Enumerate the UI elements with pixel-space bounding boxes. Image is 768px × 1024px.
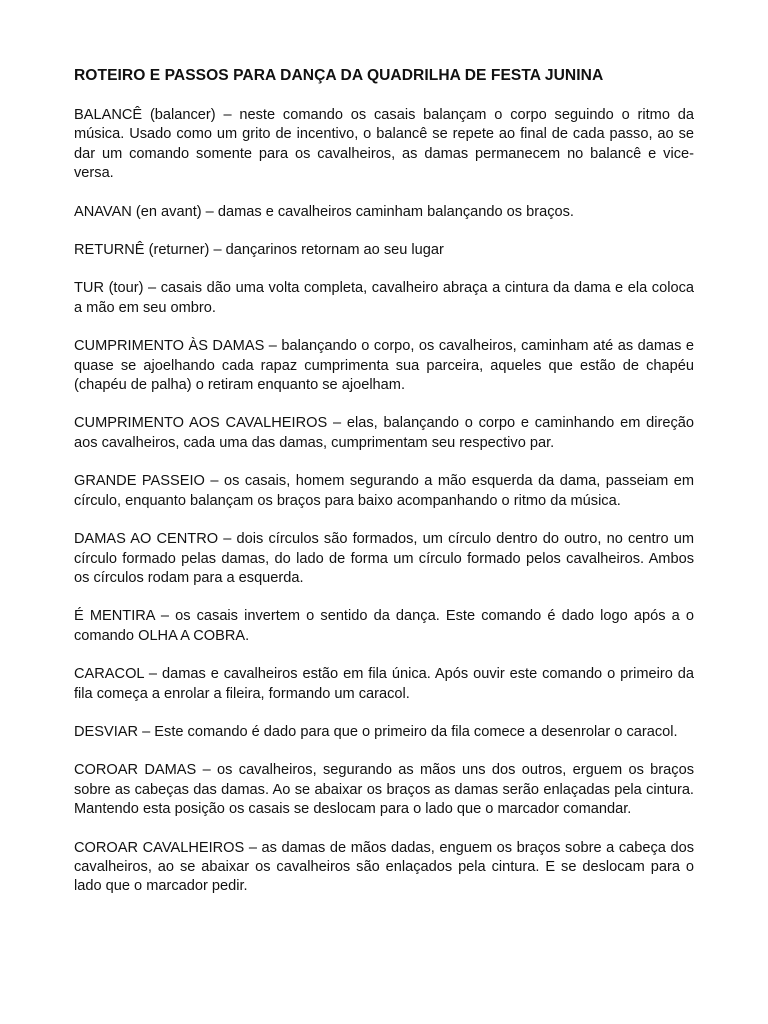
paragraph-caracol: CARACOL – damas e cavalheiros estão em fila única. Após ouvir este comando o primeiro da fila começa a enrolar a fileira, formando um caracol. xyxy=(74,666,694,702)
document-title: ROTEIRO E PASSOS PARA DANÇA DA QUADRILHA DE FESTA JUNINA xyxy=(74,67,604,84)
paragraph-coroar-damas: COROAR DAMAS – os cavalheiros, segurando as mãos uns dos outros, erguem os braços sobre as cabeças das damas. Ao se abaixar os braços as damas serão enlaçadas pela cintura. Mantendo esta posição os casais se deslocam para o lado que o marcador comandar. xyxy=(74,762,694,818)
document-page xyxy=(74,66,694,916)
paragraph-anavan: ANAVAN (en avant) – damas e cavalheiros caminham balançando os braços. xyxy=(74,203,574,220)
paragraph-desviar: DESVIAR – Este comando é dado para que o primeiro da fila comece a desenrolar o caracol. xyxy=(74,723,678,740)
paragraph-cumprimento-cavalheiros: CUMPRIMENTO AOS CAVALHEIROS – elas, balançando o corpo e caminhando em direção aos cavalheiros, cada uma das damas, cumprimentam seu respectivo par. xyxy=(74,415,694,451)
paragraph-grande-passeio: GRANDE PASSEIO – os casais, homem segurando a mão esquerda da dama, passeiam em círculo, enquanto balançam os braços para baixo acompanhando o ritmo da música. xyxy=(74,473,694,509)
paragraph-balance: BALANCÊ (balancer) – neste comando os casais balançam o corpo seguindo o ritmo da música. Usado como um grito de incentivo, o balancê se repete ao final de cada passo, ao se dar um comando somente para os cavalheiros, as damas permanecem no balancê e vice-versa. xyxy=(74,107,694,182)
paragraph-returne: RETURNÊ (returner) – dançarinos retornam ao seu lugar xyxy=(74,242,444,259)
paragraph-cumprimento-damas: CUMPRIMENTO ÀS DAMAS – balançando o corpo, os cavalheiros, caminham até as damas e quase se ajoelhando cada rapaz cumprimenta sua parceira, aqueles que estão de chapéu (chapéu de palha) o retiram enquanto se ajoelham. xyxy=(74,338,694,394)
paragraph-tur: TUR (tour) – casais dão uma volta completa, cavalheiro abraça a cintura da dama e ela coloca a mão em seu ombro. xyxy=(74,280,694,316)
paragraph-coroar-cavalheiros: COROAR CAVALHEIROS – as damas de mãos dadas, enguem os braços sobre a cabeça dos cavalheiros, ao se abaixar os cavalheiros são enlaçados pela cintura. E se deslocam para o lado que o marcador pedir. xyxy=(74,839,694,895)
paragraph-e-mentira: É MENTIRA – os casais invertem o sentido da dança. Este comando é dado logo após a o comando OLHA A COBRA. xyxy=(74,608,694,644)
paragraph-damas-ao-centro: DAMAS AO CENTRO – dois círculos são formados, um círculo dentro do outro, no centro um círculo formado pelas damas, do lado de forma um círculo formado pelos cavalheiros. Ambos os círculos rodam para a esquerda. xyxy=(74,531,694,586)
